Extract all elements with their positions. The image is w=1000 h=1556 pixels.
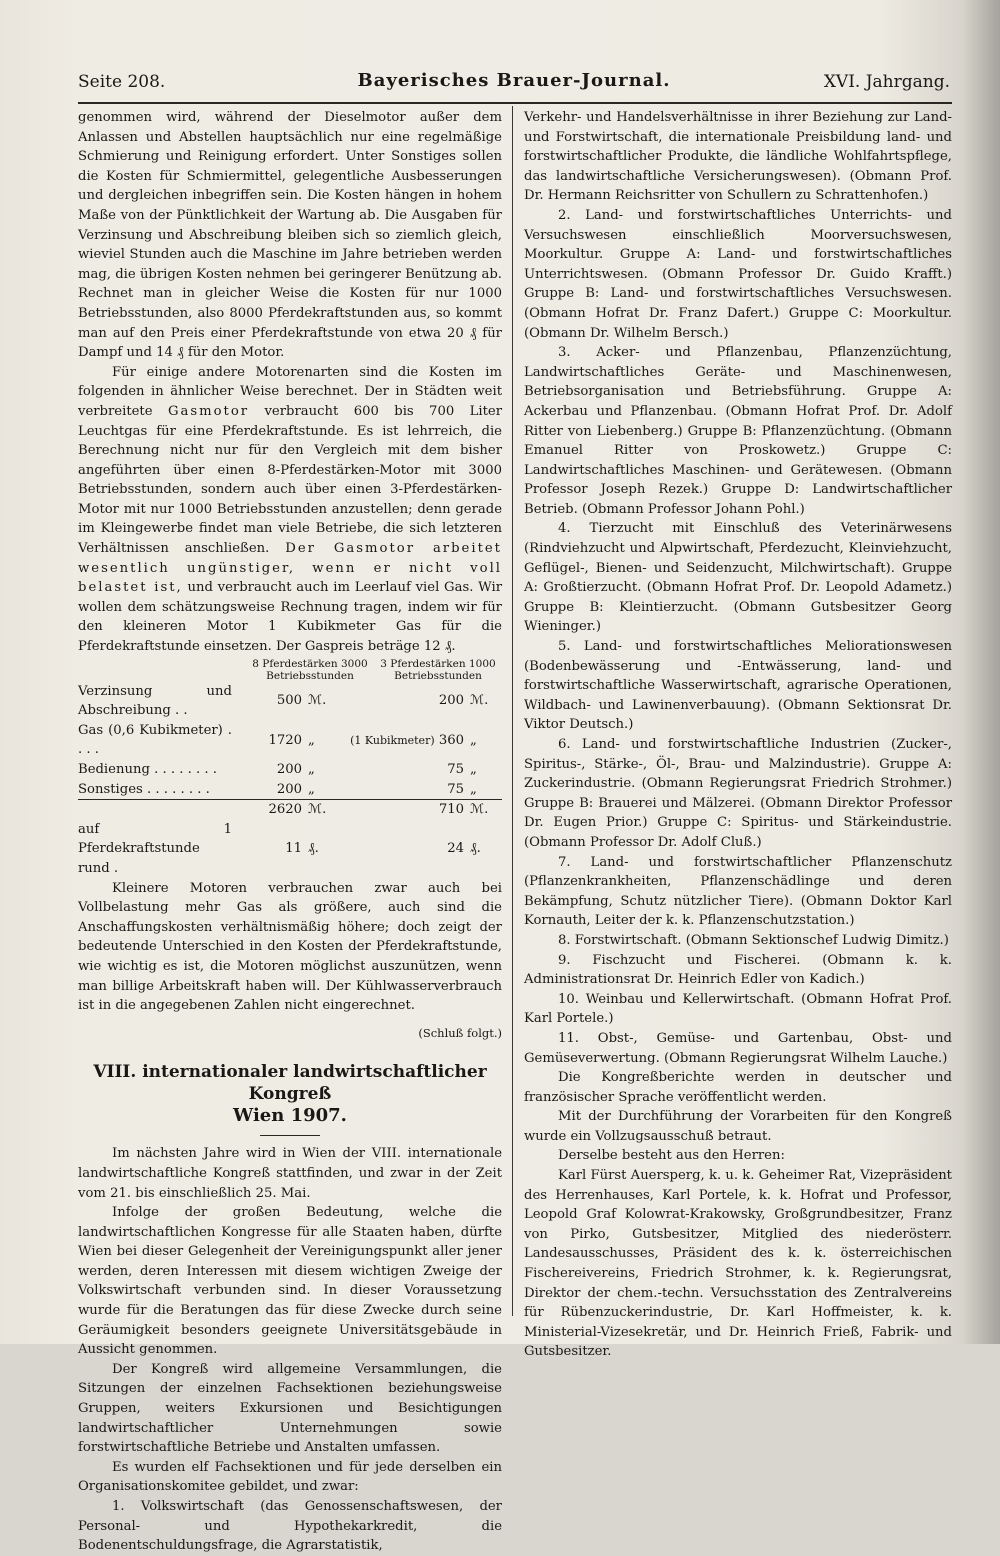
row-label (78, 800, 232, 820)
title-line: Wien 1907. (233, 1105, 347, 1127)
section-item: 3. Acker- und Pflanzenbau, Pflanzenzüchtung, Landwirtschaftliches Geräte- und Maschinenwesen, Betriebsorganisation und Betriebsführung. Gruppe A: Ackerbau und Pflanzenbau. (Obmann Hofrat Prof. Dr. Adolf Ritter von Liebenberg.) Gruppe B: Pflanzenzüchtung. (Obmann Emanuel Ritter von Proskowetz.) Gruppe C: Landwirtschaftliches Maschinen- und Gerätewesen. (Obmann Professor Joseph Rezek.) Gruppe D: Landwirtschaftlicher Betrieb. (Obmann Professor Johann Pohl.) (524, 345, 952, 517)
per-hp-row (78, 820, 502, 879)
section-item: 4. Tierzucht mit Einschluß des Veterinärwesens (Rindviehzucht und Alpwirtschaft, Pferdezucht, Kleinviehzucht, Geflügel-, Bienen- und Seidenzucht, Milchwirtschaft). Gruppe A: Großtierzucht. (Obmann Hofrat Prof. Dr. Leopold Adametz.) Gruppe B: Kleintierzucht. (Obmann Gutsbesitzer Georg Wieninger.) (524, 521, 952, 635)
paragraph: Im nächsten Jahre wird in Wien der VIII. internationale landwirtschaftliche Kongreß stattfinden, und zwar in der Zeit vom 21. bis einschließlich 25. Mai. (78, 1146, 502, 1201)
left-column (78, 108, 502, 1556)
column-header-8ps: 8 Pferdestärken 3000 Betriebsstunden (252, 657, 368, 682)
section-item: 2. Land- und forstwirtschaftliches Unterrichts- und Versuchswesen einschließlich Moorversuchswesen, Moorkultur. Gruppe A: Land- und forstwirtschaftliches Unterrichtswesen. (Obmann Professor Dr. Guido Krafft.) Gruppe B: Land- und forstwirtschaftliches Versuchswesen. (Obmann Hofrat Dr. Franz Dafert.) Gruppe C: Moorkultur. (Obmann Dr. Wilhelm Bersch.) (524, 207, 952, 341)
table-row (78, 721, 502, 760)
value-3ps: 360 (438, 732, 464, 748)
paragraph (78, 363, 502, 657)
value-8ps: 200 (276, 781, 302, 797)
paragraph: Karl Fürst Auersperg, k. u. k. Geheimer Rat, Vizepräsident des Herrenhauses, Karl Portele, k. k. Hofrat und Professor, Leopold Graf Kolowrat-Krakowsky, Großgrundbesitzer, Franz von Pirko, Gutsbesitzer, Mitglied des niederösterr. Landesausschusses, Präsident des k. k. österreichischen Fischereivereins, Friedrich Strohmer, k. k. Regierungsrat, Direktor der chem.-techn. Versuchsstation des Zentralvereins für Rübenzuckerindustrie, Dr. Karl Hoffmeister, k. k. Ministerial-Vizesekretär, und Dr. Heinrich Frieß, Fabrik- und Gutsbesitzer. (524, 1168, 952, 1360)
page-edge-shadow (962, 0, 1000, 1344)
total-row (78, 800, 502, 820)
cost-table-header (78, 658, 502, 682)
paragraph: Verkehr- und Handelsverhältnisse in ihrer Beziehung zur Land- und Forstwirtschaft, die internationale Preisbildung land- und forstwirtschaftlicher Produkte, die ländliche Wohlfahrtspflege, das landwirtschaftliche Versicherungswesen). (Obmann Prof. Dr. Hermann Reichsritter von Schullern zu Schrattenhofen.) (524, 110, 952, 204)
volume-label: XVI. Jahrgang. (823, 72, 950, 92)
text-run: verbraucht 600 bis 700 Liter Leuchtgas für eine Pferdekraftstunde. Es ist lehrreich, die Berechnung nicht nur für den Vergleich mit dem bisher angeführten über einen 8-Pferdestärken-Motor mit 3000 Betriebsstunden, sondern auch über einen 3-Pferdestärken-Motor mit nur 1000 Betriebsstunden anzustellen; denn gerade im Kleingewerbe findet man viele Betriebe, die sich letzteren Verhältnissen anschließen. (78, 403, 502, 557)
total-8ps: 2620 (232, 800, 308, 820)
paragraph: Infolge der großen Bedeutung, welche die landwirtschaftlichen Kongresse für alle Staaten haben, dürfte Wien bei dieser Gelegenheit der Vereinigungspunkt aller jener werden, deren Interessen mit diesem wichtigen Zweige der Volkswirtschaft verbunden sind. In dieser Voraussetzung wurde für die Beratungen das für diese Zwecke durch seine Geräumigkeit besonders geeignete Universitätsgebäude in Aussicht genommen. (78, 1205, 502, 1358)
unit: ℳ. (308, 693, 327, 709)
continued-note: (Schluß folgt.) (418, 1025, 502, 1040)
title-rule (260, 1135, 320, 1136)
section-item: 5. Land- und forstwirtschaftliches Meliorationswesen (Bodenbewässerung und -Entwässerung, land- und forstwirtschaftliche Wasserwirtschaft, agrarische Operationen, Wildbach- und Lawinenverbauung). (Obmann Sektionsrat Dr. Viktor Deutsch.) (524, 639, 952, 733)
paragraph: Es wurden elf Fachsektionen und für jede derselben ein Organisationskomitee gebildet, und zwar: (78, 1459, 502, 1495)
right-column (524, 108, 952, 1362)
value-3ps: 200 (438, 693, 464, 709)
unit: „ (308, 781, 315, 797)
value-8ps: 500 (276, 693, 302, 709)
total-3ps: 710 (344, 800, 470, 820)
section-item: 10. Weinbau und Kellerwirtschaft. (Obmann Hofrat Prof. Karl Portele.) (524, 991, 952, 1027)
paragraph: Kleinere Motoren verbrauchen zwar auch bei Vollbelastung mehr Gas als größere, auch sind die Anschaffungskosten verhältnismäßig höhere; doch zeigt der bedeutende Unterschied in den Kosten der Pferdekraftstunde, wie wichtig es ist, die Motoren möglichst auszunützen, wenn man billige Arbeitskraft haben will. Der Kühlwasserverbrauch ist in die angegebenen Zahlen nicht eingerechnet. (78, 880, 502, 1014)
row-label: Verzinsung und Abschreibung . . (78, 683, 232, 719)
row-note: (1 Kubikmeter) (350, 733, 435, 747)
value-3ps: 75 (447, 762, 464, 777)
unit: „ (308, 732, 315, 748)
unit: ℳ. (308, 800, 344, 820)
section-item: 11. Obst-, Gemüse- und Gartenbau, Obst- und Gemüseverwertung. (Obmann Regierungsrat Wilhelm Lauche.) (524, 1030, 952, 1066)
paragraph: Mit der Durchführung der Vorarbeiten für den Kongreß wurde ein Vollzugsausschuß betraut. (524, 1109, 952, 1144)
text-run: Für einige andere Motorenarten sind die Kosten im folgenden in ähnlicher Weise berechnet. Der in Städten weit verbreitete (78, 364, 502, 419)
paragraph: Die Kongreßberichte werden in deutscher und französischer Sprache veröffentlicht werden. (524, 1070, 952, 1105)
title-line: VIII. internationaler landwirtschaftlicher Kongreß (93, 1062, 487, 1105)
paragraph: Der Kongreß wird allgemeine Versammlungen, die Sitzungen der einzelnen Fachsektionen beziehungsweise Gruppen, weiters Exkursionen und Besichtigungen landwirtschaftlicher Unternehmungen sowie forstwirtschaftliche Betriebe und Anstalten umfassen. (78, 1361, 502, 1456)
paragraph: Derselbe besteht aus den Herren: (558, 1148, 785, 1164)
per-hp-3ps: 24 (447, 841, 464, 857)
article-title (78, 1061, 502, 1127)
emphasis-text: Gasmotor (167, 403, 250, 419)
row-label: auf 1 Pferdekraftstunde rund . (78, 821, 232, 876)
value-3ps: 75 (447, 781, 464, 797)
cost-table (78, 682, 502, 879)
column-header-3ps: 3 Pferdestärken 1000 Betriebsstunden (380, 657, 496, 682)
page-header (78, 70, 950, 96)
section-item: 8. Forstwirtschaft. (Obmann Sektionschef Ludwig Dimitz.) (558, 932, 949, 948)
section-item: 6. Land- und forstwirtschaftliche Industrien (Zucker-, Spiritus-, Stärke-, Öl-, Brau- und Malzindustrie). Gruppe A: Zuckerindustrie. (Obmann Regierungsrat Friedrich Strohmer.) Gruppe B: Brauerei und Mälzerei. (Obmann Direktor Professor Dr. Eugen Prior.) Gruppe C: Spiritus- und Stärkeindustrie. (Obmann Professor Dr. Adolf Cluß.) (524, 737, 952, 850)
unit: ₰. (308, 841, 319, 857)
journal-title: Bayerisches Brauer-Journal. (357, 70, 671, 91)
unit: „ (470, 781, 477, 797)
unit: „ (470, 762, 477, 777)
unit: ₰. (470, 841, 481, 857)
paragraph: 1. Volkswirtschaft (das Genossenschaftswesen, der Personal- und Hypothekarkredit, die Bodenentschuldungsfrage, die Agrarstatistik, (78, 1499, 502, 1554)
text-run: und verbraucht auch im Leerlauf viel Gas. Wir wollen dem schätzungsweise Rechnung tragen, indem wir für den kleineren Motor 1 Kubikmeter Gas für die Pferdekraftstunde einsetzen. Der Gaspreis beträge 12 ₰. (78, 580, 502, 655)
page-number: Seite 208. (78, 72, 166, 92)
row-label: Gas (0,6 Kubikmeter) . . . . (78, 722, 232, 758)
section-item: 7. Land- und forstwirtschaftlicher Pflanzenschutz (Pflanzenkrankheiten, Pflanzenschädlinge und deren Bekämpfung, Schutz nützlicher Tiere). (Obmann Doktor Karl Kornauth, Leiter der k. k. Pflanzenschutzstation.) (524, 854, 952, 929)
value-8ps: 1720 (268, 732, 302, 748)
unit: ℳ. (470, 800, 502, 820)
table-row (78, 780, 502, 800)
section-item: 9. Fischzucht und Fischerei. (Obmann k. k. Administrationsrat Dr. Heinrich Edler von Kadich.) (524, 952, 952, 988)
table-row (78, 760, 502, 780)
column-divider (512, 106, 513, 1316)
row-label: Sonstiges . . . . . . . . (78, 781, 210, 797)
paragraph: genommen wird, während der Dieselmotor außer dem Anlassen und Abstellen hauptsächlich nur eine regelmäßige Schmierung und Reinigung erfordert. Unter Sonstiges sollen die Kosten für Schmiermittel, gelegentliche Ausbesserungen und dergleichen inbegriffen sein. Die Kosten hängen in hohem Maße von der Pünktlichkeit der Wartung ab. Die Ausgaben für Verzinsung und Abschreibung bleiben sich so ziemlich gleich, wieviel Stunden auch die Maschine im Jahre betrieben werden mag, die übrigen Kosten nehmen bei geringerer Benützung ab. Rechnet man in gleicher Weise die Kosten für nur 1000 Betriebsstunden, also 8000 Pferdekraftstunden aus, so kommt man auf den Preis einer Pferdekraftstunde von etwa 20 ₰ für Dampf und 14 ₰ für den Motor. (78, 110, 502, 361)
unit: ℳ. (470, 693, 489, 709)
emphasis-text: Der Gasmotor arbeitet wesentlich ungünstiger, wenn er nicht voll belastet ist, (78, 541, 502, 596)
header-rule (78, 102, 952, 104)
table-row (78, 682, 502, 721)
unit: „ (308, 762, 315, 777)
unit: „ (470, 732, 477, 748)
per-hp-8ps: 11 (285, 841, 302, 857)
value-8ps: 200 (276, 762, 302, 777)
row-label: Bedienung . . . . . . . . (78, 762, 217, 777)
